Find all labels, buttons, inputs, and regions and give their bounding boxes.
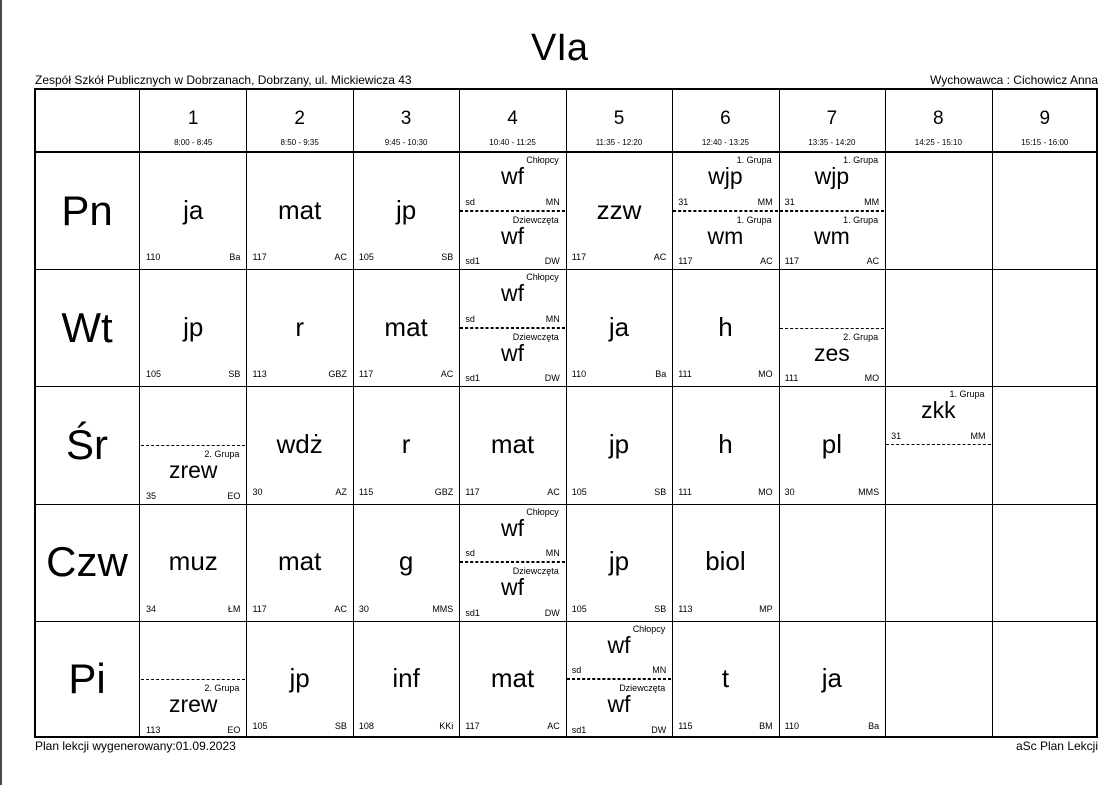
lesson-room: 30 <box>252 486 263 497</box>
period-time: 10:40 - 11:25 <box>489 138 536 147</box>
lesson-teacher: MMS <box>432 603 454 614</box>
lesson-room: sd <box>571 665 582 676</box>
lesson-subject: jp <box>608 428 630 459</box>
lesson-room: 105 <box>571 603 587 614</box>
period-number: 2 <box>294 108 305 129</box>
brand-label: aSc Plan Lekcji <box>1015 739 1098 753</box>
lesson-subject: wf <box>501 280 525 307</box>
period-time: 15:15 - 16:00 <box>1021 138 1069 147</box>
lesson-cell[interactable] <box>141 504 245 620</box>
lesson-subject: zkk <box>921 397 956 424</box>
lesson-room: sd <box>465 313 475 324</box>
grid-line <box>1096 88 1098 738</box>
lesson-teacher: SB <box>654 486 667 497</box>
lesson-subject: wm <box>813 222 850 249</box>
lesson-subject: zrew <box>168 457 218 483</box>
lesson-cell[interactable] <box>673 269 777 385</box>
lesson-cell[interactable] <box>567 504 671 620</box>
lesson-cell[interactable] <box>354 152 458 268</box>
lesson-cell[interactable] <box>141 269 245 385</box>
lesson-room: 110 <box>146 252 161 263</box>
lesson-cell[interactable] <box>460 269 564 328</box>
lesson-cell[interactable] <box>460 621 564 737</box>
lesson-teacher: MN <box>545 548 560 559</box>
lesson-teacher: DW <box>651 724 667 735</box>
lesson-subject: mat <box>490 663 535 694</box>
lesson-subject: g <box>398 546 414 577</box>
lesson-subject: ja <box>183 194 204 225</box>
lesson-room: 117 <box>465 486 480 497</box>
lesson-cell[interactable] <box>354 269 458 385</box>
lesson-room: sd1 <box>465 373 480 384</box>
lesson-subject: mat <box>277 546 322 577</box>
lesson-room: 34 <box>146 603 157 614</box>
lesson-room: 31 <box>784 196 795 207</box>
lesson-teacher: MN <box>545 313 560 324</box>
period-number: 8 <box>933 108 944 129</box>
lesson-subject: wf <box>501 163 525 189</box>
lesson-subject: jp <box>395 194 417 225</box>
lesson-cell[interactable] <box>141 679 245 738</box>
lesson-teacher: AC <box>653 252 667 263</box>
lesson-room: 111 <box>678 486 692 497</box>
lesson-teacher: SB <box>654 603 667 614</box>
lesson-group: 1. Grupa <box>843 214 879 225</box>
lesson-teacher: BM <box>759 720 773 731</box>
period-time: 9:45 - 10:30 <box>384 138 428 147</box>
page-title: VIa <box>530 27 589 69</box>
lesson-group: Dziewczęta <box>512 214 559 225</box>
lesson-room: 117 <box>252 252 267 263</box>
day-label: Pi <box>68 655 106 703</box>
lesson-subject: zes <box>813 339 850 366</box>
period-time: 12:40 - 13:25 <box>701 138 750 147</box>
lesson-cell[interactable] <box>780 621 884 737</box>
lesson-cell[interactable] <box>247 621 351 737</box>
lesson-room: 117 <box>358 369 374 380</box>
lesson-room: sd <box>465 196 475 207</box>
lesson-subject: jp <box>608 546 630 577</box>
lesson-subject: ja <box>608 311 630 342</box>
lesson-subject: r <box>401 428 411 459</box>
lesson-teacher: MO <box>758 369 773 380</box>
lesson-cell[interactable] <box>567 386 671 502</box>
lesson-subject: mat <box>384 311 428 342</box>
lesson-cell[interactable] <box>673 504 777 620</box>
day-label: Wt <box>61 303 113 351</box>
lesson-room: 105 <box>146 369 162 380</box>
lesson-subject: r <box>295 311 304 342</box>
lesson-subject: wjp <box>708 163 743 189</box>
lesson-cell[interactable] <box>673 386 777 502</box>
lesson-cell[interactable] <box>567 269 671 385</box>
lesson-teacher: DW <box>544 256 560 267</box>
lesson-room: 110 <box>571 369 587 380</box>
lesson-teacher: MMS <box>858 486 880 497</box>
generated-date: Plan lekcji wygenerowany:01.09.2023 <box>35 739 236 753</box>
day-label: Pn <box>61 186 113 234</box>
lesson-teacher: AC <box>760 256 773 267</box>
period-number: 1 <box>187 108 199 129</box>
lesson-room: 31 <box>891 430 902 441</box>
period-number: 5 <box>613 108 625 129</box>
lesson-cell[interactable] <box>567 152 671 268</box>
day-label: Śr <box>66 421 108 468</box>
grid-line <box>139 88 140 738</box>
lesson-subject: ja <box>821 663 842 694</box>
lesson-teacher: Ba <box>229 252 241 263</box>
lesson-room: 117 <box>784 256 800 267</box>
period-time: 13:35 - 14:20 <box>808 138 856 147</box>
lesson-teacher: DW <box>544 373 560 384</box>
lesson-cell[interactable] <box>141 152 245 268</box>
lesson-teacher: MM <box>864 196 880 207</box>
lesson-teacher: EO <box>227 724 241 735</box>
lesson-cell[interactable] <box>460 504 564 563</box>
lesson-room: 31 <box>678 196 689 207</box>
grid-line <box>34 88 36 738</box>
lesson-room: 105 <box>252 720 268 731</box>
lesson-teacher: Ba <box>868 720 880 731</box>
lesson-cell[interactable] <box>673 211 777 270</box>
lesson-cell[interactable] <box>673 621 777 737</box>
lesson-group: 2. Grupa <box>204 683 240 694</box>
lesson-group: 1. Grupa <box>949 389 985 400</box>
lesson-subject: wdż <box>276 428 323 459</box>
lesson-teacher: MM <box>757 196 773 207</box>
lesson-cell[interactable] <box>247 504 351 620</box>
lesson-room: 113 <box>252 369 267 380</box>
period-time: 11:35 - 12:20 <box>595 138 643 147</box>
lesson-subject: wf <box>501 339 525 366</box>
school-name: Zespół Szkół Publicznych w Dobrzanach, Dobrzany, ul. Mickiewicza 43 <box>35 73 412 87</box>
period-number: 7 <box>826 108 838 129</box>
lesson-subject: wf <box>501 514 525 541</box>
lesson-subject: zzw <box>596 194 642 225</box>
lesson-cell[interactable] <box>567 679 671 738</box>
lesson-teacher: AC <box>547 720 560 731</box>
lesson-group: 2. Grupa <box>204 449 240 459</box>
lesson-room: 110 <box>784 720 800 731</box>
lesson-subject: zrew <box>168 691 218 718</box>
lesson-teacher: MN <box>545 196 560 207</box>
lesson-teacher: GBZ <box>328 369 347 380</box>
lesson-teacher: EO <box>227 490 241 501</box>
lesson-group: 1. Grupa <box>736 155 772 165</box>
lesson-room: 105 <box>358 252 374 263</box>
lesson-cell[interactable] <box>354 504 458 620</box>
timetable-grid <box>34 88 1098 738</box>
lesson-teacher: AZ <box>335 486 347 497</box>
period-time: 8:50 - 9:35 <box>280 138 319 147</box>
lesson-teacher: Ba <box>655 369 667 380</box>
lesson-room: 117 <box>678 256 693 267</box>
lesson-subject: biol <box>705 546 746 577</box>
lesson-cell[interactable] <box>460 152 564 211</box>
lesson-teacher: MO <box>758 486 773 497</box>
period-number: 4 <box>507 108 518 129</box>
lesson-group: Dziewczęta <box>512 566 559 577</box>
lesson-room: 30 <box>358 603 369 614</box>
lesson-teacher: SB <box>228 369 241 380</box>
lesson-room: 115 <box>358 486 374 497</box>
lesson-room: 108 <box>358 720 374 731</box>
period-number: 9 <box>1039 108 1051 129</box>
lesson-room: 111 <box>784 373 799 384</box>
lesson-subject: mat <box>490 428 535 459</box>
lesson-teacher: GBZ <box>434 486 454 497</box>
lesson-subject: wjp <box>814 163 850 189</box>
lesson-subject: t <box>721 663 730 694</box>
page-left-border <box>0 0 2 785</box>
lesson-teacher: AC <box>334 252 347 263</box>
lesson-teacher: AC <box>440 369 454 380</box>
lesson-cell[interactable] <box>460 386 564 502</box>
lesson-subject: wf <box>607 691 631 718</box>
lesson-cell[interactable] <box>247 386 351 502</box>
lesson-cell[interactable] <box>460 562 564 621</box>
lesson-cell[interactable] <box>780 386 884 502</box>
lesson-subject: inf <box>392 663 420 694</box>
lesson-teacher: AC <box>334 603 347 614</box>
lesson-room: 111 <box>678 369 692 380</box>
period-time: 8:00 - 8:45 <box>174 138 213 147</box>
class-teacher: Wychowawca : Cichowicz Anna <box>930 73 1098 87</box>
lesson-room: 115 <box>678 720 693 731</box>
grid-line <box>992 88 993 738</box>
lesson-room: 35 <box>146 490 157 501</box>
lesson-teacher: DW <box>544 607 560 618</box>
lesson-cell[interactable] <box>141 445 245 504</box>
lesson-room: 117 <box>252 603 267 614</box>
lesson-cell[interactable] <box>673 152 777 211</box>
lesson-room: sd1 <box>465 607 480 618</box>
period-number: 3 <box>400 108 412 129</box>
lesson-subject: wf <box>501 574 525 601</box>
lesson-subject: jp <box>289 663 310 694</box>
lesson-teacher: AC <box>547 486 560 497</box>
lesson-teacher: MM <box>970 430 986 441</box>
lesson-subject: pl <box>821 428 842 459</box>
lesson-teacher: AC <box>866 256 880 267</box>
lesson-room: 117 <box>465 720 480 731</box>
lesson-room: 113 <box>678 603 693 614</box>
day-label: Czw <box>46 538 128 586</box>
lesson-group: 1. Grupa <box>736 214 772 225</box>
lesson-cell[interactable] <box>886 386 990 445</box>
lesson-teacher: MP <box>759 603 773 614</box>
lesson-room: 117 <box>571 252 587 263</box>
lesson-group: Chłopcy <box>526 155 559 165</box>
lesson-cell[interactable] <box>354 621 458 737</box>
lesson-teacher: SB <box>441 252 454 263</box>
lesson-subject: mat <box>277 194 322 225</box>
lesson-group: Chłopcy <box>526 506 559 517</box>
lesson-room: sd <box>465 548 475 559</box>
lesson-teacher: MN <box>652 665 667 676</box>
lesson-room: 113 <box>146 724 161 735</box>
lesson-cell[interactable] <box>780 211 884 270</box>
lesson-group: 2. Grupa <box>843 331 879 342</box>
lesson-cell[interactable] <box>354 386 458 502</box>
lesson-subject: h <box>718 311 733 342</box>
lesson-subject: wf <box>607 631 631 658</box>
lesson-group: Dziewczęta <box>619 683 666 694</box>
lesson-subject: wf <box>501 222 525 249</box>
lesson-teacher: SB <box>334 720 347 731</box>
lesson-teacher: KKi <box>439 720 454 731</box>
lesson-cell[interactable] <box>567 621 671 680</box>
lesson-subject: h <box>718 428 733 459</box>
lesson-cell[interactable] <box>247 152 351 268</box>
lesson-teacher: MO <box>864 373 880 384</box>
lesson-subject: wm <box>707 222 744 249</box>
lesson-room: sd1 <box>465 256 480 267</box>
lesson-group: Chłopcy <box>526 272 559 283</box>
lesson-cell[interactable] <box>460 328 564 387</box>
period-number: 6 <box>720 108 731 129</box>
lesson-cell[interactable] <box>247 269 351 385</box>
lesson-cell[interactable] <box>780 152 884 211</box>
lesson-cell[interactable] <box>780 328 884 387</box>
lesson-room: sd1 <box>571 724 587 735</box>
lesson-group: Chłopcy <box>632 623 666 634</box>
period-time: 14:25 - 15:10 <box>914 138 962 147</box>
lesson-subject: muz <box>168 546 218 577</box>
lesson-room: 105 <box>571 486 587 497</box>
lesson-teacher: ŁM <box>227 603 241 614</box>
lesson-room: 30 <box>784 486 795 497</box>
lesson-group: Dziewczęta <box>512 331 559 342</box>
lesson-group: 1. Grupa <box>843 155 879 165</box>
lesson-cell[interactable] <box>460 211 564 270</box>
lesson-subject: jp <box>183 311 204 342</box>
